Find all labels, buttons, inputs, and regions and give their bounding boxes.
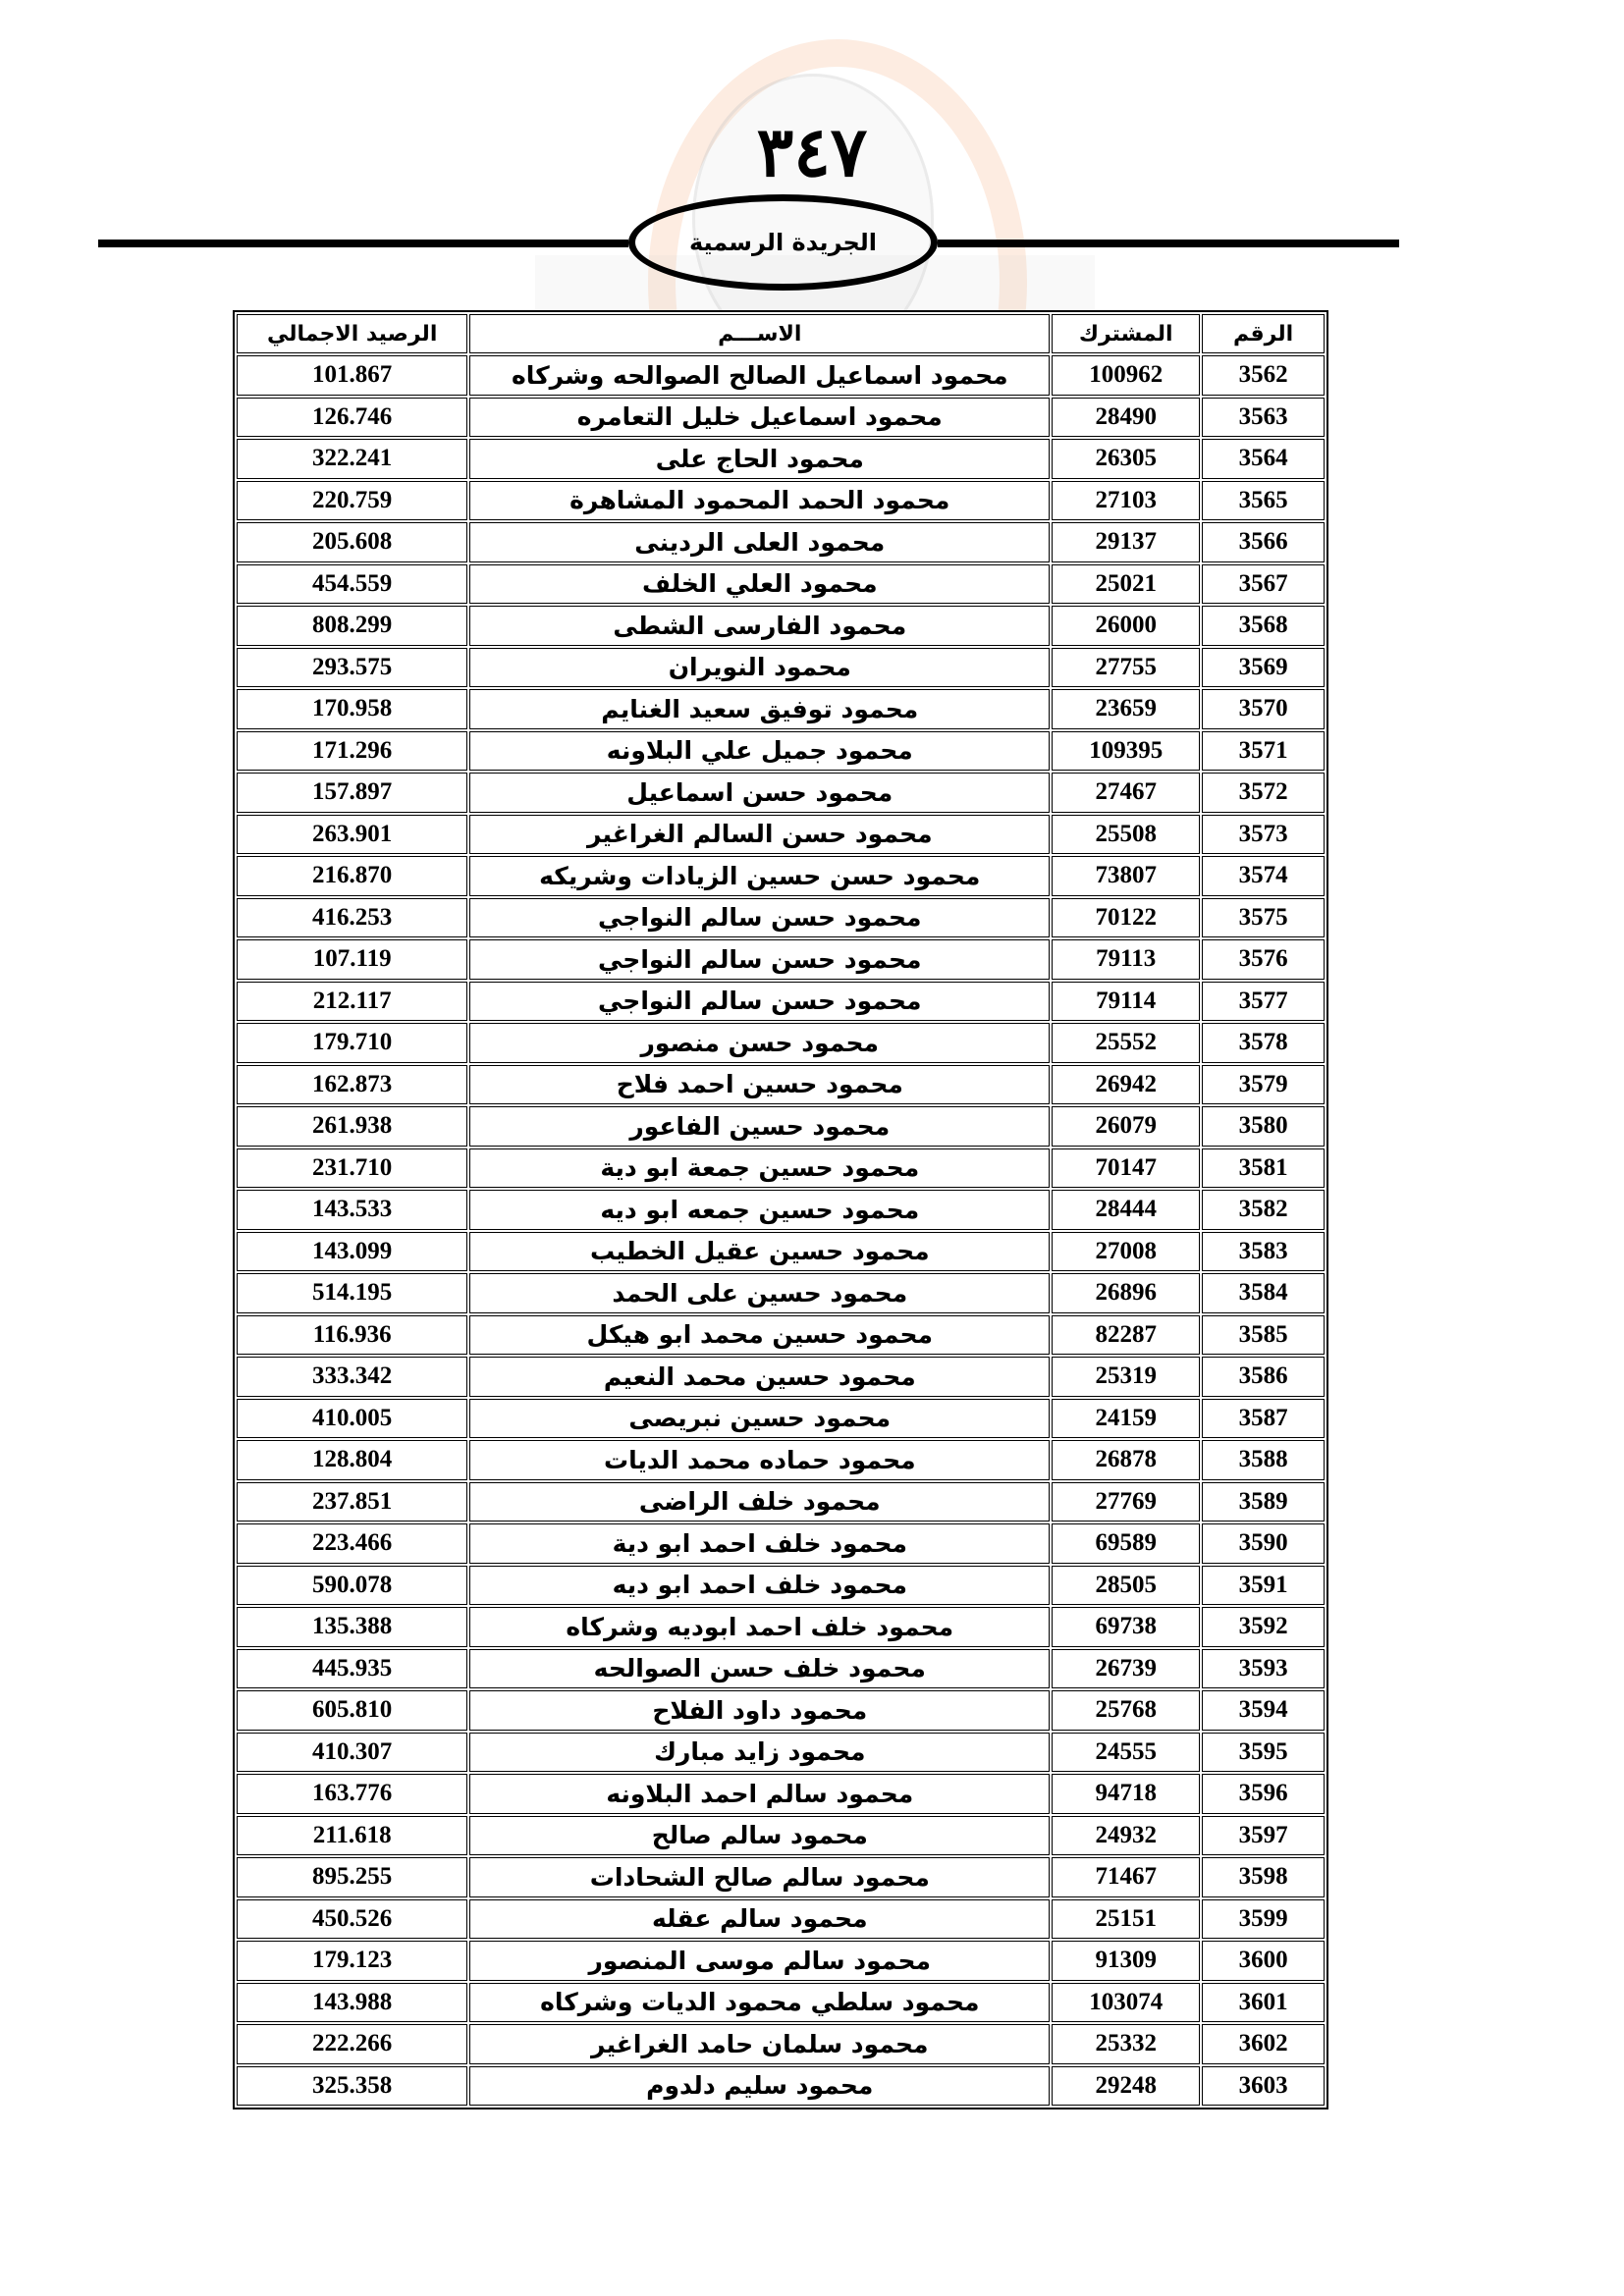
cell-name: محمود النويران: [469, 648, 1050, 688]
table-row: [237, 1190, 1325, 1230]
cell-number: 3578: [1202, 1023, 1325, 1063]
cell-balance: 211.618: [237, 1816, 467, 1856]
cell-subscriber: 103074: [1052, 1983, 1200, 2023]
cell-name: محمود سالم احمد البلاونه: [469, 1774, 1050, 1814]
cell-number: 3580: [1202, 1106, 1325, 1147]
cell-subscriber: 25021: [1052, 564, 1200, 605]
table-row: [237, 731, 1325, 772]
cell-subscriber: 71467: [1052, 1857, 1200, 1897]
cell-number: 3588: [1202, 1440, 1325, 1480]
cell-name: محمود العلي الخلف: [469, 564, 1050, 605]
cell-balance: 223.466: [237, 1523, 467, 1564]
cell-balance: 205.608: [237, 522, 467, 562]
cell-subscriber: 28490: [1052, 398, 1200, 438]
cell-name: محمود الفارسى الشطى: [469, 606, 1050, 646]
cell-subscriber: 79114: [1052, 982, 1200, 1022]
header-rule-left: [98, 240, 628, 247]
cell-balance: 216.870: [237, 856, 467, 896]
cell-subscriber: 69589: [1052, 1523, 1200, 1564]
cell-subscriber: 25319: [1052, 1357, 1200, 1397]
cell-number: 3603: [1202, 2066, 1325, 2107]
cell-number: 3567: [1202, 564, 1325, 605]
cell-balance: 445.935: [237, 1649, 467, 1689]
table-row: [237, 1399, 1325, 1439]
table-row: [237, 1649, 1325, 1689]
cell-balance: 171.296: [237, 731, 467, 772]
cell-subscriber: 26878: [1052, 1440, 1200, 1480]
cell-number: 3577: [1202, 982, 1325, 1022]
cell-name: محمود حسين نبريصى: [469, 1399, 1050, 1439]
cell-subscriber: 25508: [1052, 815, 1200, 855]
cell-name: محمود الحمد المحمود المشاهرة: [469, 481, 1050, 521]
cell-name: محمود حسن منصور: [469, 1023, 1050, 1063]
cell-number: 3581: [1202, 1148, 1325, 1189]
cell-name: محمود حسين محمد النعيم: [469, 1357, 1050, 1397]
cell-number: 3585: [1202, 1315, 1325, 1356]
cell-subscriber: 94718: [1052, 1774, 1200, 1814]
cell-name: محمود خلف احمد ابو ديه: [469, 1566, 1050, 1606]
table-row: [237, 1065, 1325, 1105]
table-row: [237, 1690, 1325, 1731]
cell-name: محمود خلف حسن الصوالحه: [469, 1649, 1050, 1689]
cell-balance: 261.938: [237, 1106, 467, 1147]
balances-table: [233, 310, 1328, 2109]
table-row: [237, 1148, 1325, 1189]
cell-name: محمود اسماعيل خليل التعامره: [469, 398, 1050, 438]
table-row: [237, 773, 1325, 813]
cell-number: 3597: [1202, 1816, 1325, 1856]
table-row: [237, 1232, 1325, 1272]
cell-number: 3582: [1202, 1190, 1325, 1230]
cell-name: محمود سالم صالح: [469, 1816, 1050, 1856]
cell-name: محمود حسين محمد ابو هيكل: [469, 1315, 1050, 1356]
cell-number: 3601: [1202, 1983, 1325, 2023]
cell-name: محمود سليم دلدوم: [469, 2066, 1050, 2107]
cell-balance: 333.342: [237, 1357, 467, 1397]
cell-subscriber: 25768: [1052, 1690, 1200, 1731]
table-row: [237, 481, 1325, 521]
cell-subscriber: 24159: [1052, 1399, 1200, 1439]
cell-name: محمود خلف احمد ابو دية: [469, 1523, 1050, 1564]
cell-number: 3587: [1202, 1399, 1325, 1439]
cell-number: 3569: [1202, 648, 1325, 688]
cell-name: محمود حسين جمعه ابو ديه: [469, 1190, 1050, 1230]
cell-number: 3599: [1202, 1899, 1325, 1940]
cell-balance: 157.897: [237, 773, 467, 813]
cell-balance: 101.867: [237, 355, 467, 396]
cell-subscriber: 26896: [1052, 1273, 1200, 1313]
cell-balance: 808.299: [237, 606, 467, 646]
cell-number: 3572: [1202, 773, 1325, 813]
cell-number: 3575: [1202, 898, 1325, 938]
cell-balance: 231.710: [237, 1148, 467, 1189]
cell-balance: 126.746: [237, 398, 467, 438]
cell-subscriber: 69738: [1052, 1607, 1200, 1647]
table-row: [237, 1315, 1325, 1356]
cell-balance: 416.253: [237, 898, 467, 938]
cell-balance: 293.575: [237, 648, 467, 688]
cell-balance: 322.241: [237, 439, 467, 479]
cell-subscriber: 27467: [1052, 773, 1200, 813]
cell-balance: 143.988: [237, 1983, 467, 2023]
cell-balance: 128.804: [237, 1440, 467, 1480]
cell-subscriber: 25332: [1052, 2024, 1200, 2064]
table-row: [237, 398, 1325, 438]
table-row: [237, 939, 1325, 980]
cell-number: 3594: [1202, 1690, 1325, 1731]
cell-number: 3571: [1202, 731, 1325, 772]
cell-subscriber: 29137: [1052, 522, 1200, 562]
cell-name: محمود سالم عقله: [469, 1899, 1050, 1940]
cell-number: 3593: [1202, 1649, 1325, 1689]
table-row: [237, 1357, 1325, 1397]
cell-subscriber: 27755: [1052, 648, 1200, 688]
header-rule-right: [938, 240, 1399, 247]
cell-number: 3570: [1202, 689, 1325, 729]
column-header-subscriber: المشترك: [1052, 314, 1200, 353]
cell-name: محمود الحاج على: [469, 439, 1050, 479]
cell-name: محمود حماده محمد الديات: [469, 1440, 1050, 1480]
table-row: [237, 564, 1325, 605]
cell-subscriber: 27769: [1052, 1482, 1200, 1522]
cell-subscriber: 70122: [1052, 898, 1200, 938]
cell-subscriber: 73807: [1052, 856, 1200, 896]
cell-number: 3595: [1202, 1733, 1325, 1773]
table-header-row: [237, 314, 1325, 353]
cell-subscriber: 27008: [1052, 1232, 1200, 1272]
cell-balance: 212.117: [237, 982, 467, 1022]
table-row: [237, 606, 1325, 646]
cell-balance: 179.123: [237, 1941, 467, 1981]
column-header-balance: الرصيد الاجمالي: [237, 314, 467, 353]
cell-number: 3566: [1202, 522, 1325, 562]
cell-name: محمود حسين احمد فلاح: [469, 1065, 1050, 1105]
table-row: [237, 1106, 1325, 1147]
cell-balance: 325.358: [237, 2066, 467, 2107]
table-row: [237, 1983, 1325, 2023]
cell-name: محمود حسين الفاعور: [469, 1106, 1050, 1147]
cell-subscriber: 25151: [1052, 1899, 1200, 1940]
cell-name: محمود خلف الراضى: [469, 1482, 1050, 1522]
publication-title: الجريدة الرسمية: [688, 229, 878, 256]
cell-name: محمود العلى الردينى: [469, 522, 1050, 562]
cell-number: 3565: [1202, 481, 1325, 521]
cell-subscriber: 26942: [1052, 1065, 1200, 1105]
table-row: [237, 648, 1325, 688]
cell-number: 3573: [1202, 815, 1325, 855]
table-row: [237, 355, 1325, 396]
table-row: [237, 815, 1325, 855]
cell-name: محمود حسن سالم النواجي: [469, 898, 1050, 938]
cell-subscriber: 26079: [1052, 1106, 1200, 1147]
table-row: [237, 1273, 1325, 1313]
table-row: [237, 1523, 1325, 1564]
cell-subscriber: 28505: [1052, 1566, 1200, 1606]
cell-balance: 143.099: [237, 1232, 467, 1272]
cell-balance: 410.005: [237, 1399, 467, 1439]
cell-name: محمود حسن السالم الغراغير: [469, 815, 1050, 855]
cell-number: 3583: [1202, 1232, 1325, 1272]
cell-number: 3590: [1202, 1523, 1325, 1564]
cell-subscriber: 28444: [1052, 1190, 1200, 1230]
column-header-number: الرقم: [1202, 314, 1325, 353]
table-row: [237, 856, 1325, 896]
cell-number: 3592: [1202, 1607, 1325, 1647]
cell-balance: 163.776: [237, 1774, 467, 1814]
cell-balance: 116.936: [237, 1315, 467, 1356]
cell-number: 3562: [1202, 355, 1325, 396]
cell-number: 3586: [1202, 1357, 1325, 1397]
table-row: [237, 1482, 1325, 1522]
column-header-name: الاســـم: [469, 314, 1050, 353]
table-row: [237, 898, 1325, 938]
cell-number: 3598: [1202, 1857, 1325, 1897]
table-row: [237, 1023, 1325, 1063]
cell-balance: 220.759: [237, 481, 467, 521]
table-row: [237, 1941, 1325, 1981]
cell-balance: 237.851: [237, 1482, 467, 1522]
page-number: ٣٤٧: [756, 111, 868, 192]
cell-balance: 222.266: [237, 2024, 467, 2064]
publication-title-oval: [628, 194, 938, 291]
cell-number: 3579: [1202, 1065, 1325, 1105]
cell-name: محمود توفيق سعيد الغنايم: [469, 689, 1050, 729]
cell-name: محمود حسن اسماعيل: [469, 773, 1050, 813]
cell-subscriber: 26305: [1052, 439, 1200, 479]
cell-name: محمود سلمان حامد الغراغير: [469, 2024, 1050, 2064]
cell-name: محمود حسن سالم النواجي: [469, 982, 1050, 1022]
cell-balance: 454.559: [237, 564, 467, 605]
cell-subscriber: 29248: [1052, 2066, 1200, 2107]
table-row: [237, 1774, 1325, 1814]
table-row: [237, 1733, 1325, 1773]
cell-subscriber: 27103: [1052, 481, 1200, 521]
cell-name: محمود سالم موسى المنصور: [469, 1941, 1050, 1981]
cell-name: محمود خلف احمد ابوديه وشركاه: [469, 1607, 1050, 1647]
cell-number: 3596: [1202, 1774, 1325, 1814]
table-row: [237, 2066, 1325, 2107]
cell-number: 3589: [1202, 1482, 1325, 1522]
cell-number: 3591: [1202, 1566, 1325, 1606]
table-row: [237, 1857, 1325, 1897]
cell-subscriber: 70147: [1052, 1148, 1200, 1189]
cell-balance: 590.078: [237, 1566, 467, 1606]
cell-subscriber: 91309: [1052, 1941, 1200, 1981]
table-row: [237, 1607, 1325, 1647]
cell-subscriber: 79113: [1052, 939, 1200, 980]
cell-name: محمود جميل علي البلاونه: [469, 731, 1050, 772]
cell-number: 3564: [1202, 439, 1325, 479]
cell-name: محمود حسن حسين الزيادات وشريكه: [469, 856, 1050, 896]
cell-balance: 170.958: [237, 689, 467, 729]
cell-name: محمود داود الفلاح: [469, 1690, 1050, 1731]
table-row: [237, 522, 1325, 562]
cell-subscriber: 109395: [1052, 731, 1200, 772]
cell-subscriber: 23659: [1052, 689, 1200, 729]
cell-name: محمود سالم صالح الشحادات: [469, 1857, 1050, 1897]
cell-name: محمود حسين على الحمد: [469, 1273, 1050, 1313]
cell-number: 3563: [1202, 398, 1325, 438]
cell-subscriber: 25552: [1052, 1023, 1200, 1063]
cell-name: محمود حسن سالم النواجي: [469, 939, 1050, 980]
cell-subscriber: 24555: [1052, 1733, 1200, 1773]
table-body: [237, 355, 1325, 2106]
cell-name: محمود اسماعيل الصالح الصوالحه وشركاه: [469, 355, 1050, 396]
table-row: [237, 439, 1325, 479]
table-row: [237, 1440, 1325, 1480]
cell-subscriber: 26000: [1052, 606, 1200, 646]
cell-number: 3600: [1202, 1941, 1325, 1981]
cell-balance: 895.255: [237, 1857, 467, 1897]
cell-number: 3602: [1202, 2024, 1325, 2064]
cell-number: 3584: [1202, 1273, 1325, 1313]
cell-name: محمود سلطي محمود الديات وشركاه: [469, 1983, 1050, 2023]
table-row: [237, 689, 1325, 729]
table-row: [237, 1899, 1325, 1940]
cell-number: 3576: [1202, 939, 1325, 980]
cell-balance: 179.710: [237, 1023, 467, 1063]
cell-subscriber: 26739: [1052, 1649, 1200, 1689]
cell-name: محمود حسين جمعة ابو دية: [469, 1148, 1050, 1189]
table-row: [237, 982, 1325, 1022]
cell-balance: 107.119: [237, 939, 467, 980]
cell-subscriber: 24932: [1052, 1816, 1200, 1856]
cell-balance: 162.873: [237, 1065, 467, 1105]
table-row: [237, 2024, 1325, 2064]
table-row: [237, 1566, 1325, 1606]
cell-subscriber: 82287: [1052, 1315, 1200, 1356]
cell-balance: 514.195: [237, 1273, 467, 1313]
table-row: [237, 1816, 1325, 1856]
cell-balance: 135.388: [237, 1607, 467, 1647]
cell-balance: 143.533: [237, 1190, 467, 1230]
cell-balance: 605.810: [237, 1690, 467, 1731]
cell-balance: 263.901: [237, 815, 467, 855]
cell-subscriber: 100962: [1052, 355, 1200, 396]
cell-balance: 410.307: [237, 1733, 467, 1773]
cell-balance: 450.526: [237, 1899, 467, 1940]
cell-number: 3574: [1202, 856, 1325, 896]
cell-name: محمود زايد مبارك: [469, 1733, 1050, 1773]
cell-number: 3568: [1202, 606, 1325, 646]
cell-name: محمود حسين عقيل الخطيب: [469, 1232, 1050, 1272]
